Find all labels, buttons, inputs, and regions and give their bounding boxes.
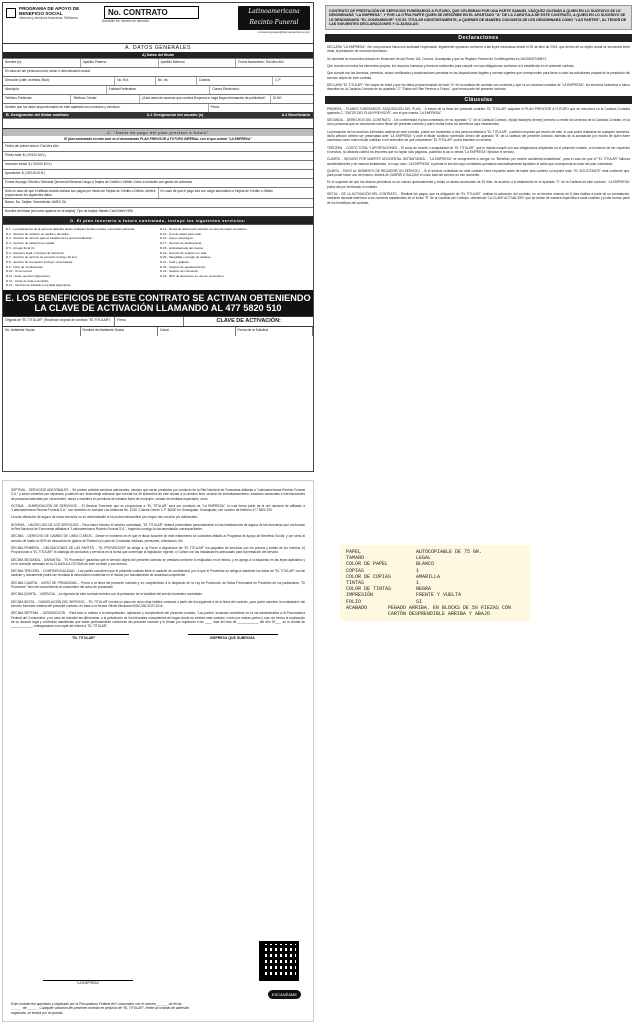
services-right bbox=[160, 227, 310, 288]
clausula-paragraph: CUARTA. - SEGURO POR MUERTE ACCIDENTAL INSTANTÁNEA. - "LA EMPRESA" se compromete a otorgar un "Beneficio por muerte accidental instantánea", para el caso de que el "EL TITULAR" fallezca accidentalmente y de manera instantánea, en cuyo caso "LA EMPRESA" a prestar el servicio aquí contratado quedando automáticamente liquidado el saldo que corresponda al costo del plan contratado. bbox=[327, 157, 630, 166]
clausula-paragraph: SEGUNDA. - DERECHOS DEL CONTRATO. - De conformidad el plan contratado, en su apartado "C" de la Carátula Contrato, el(los) titular(es) tiene(n) derecho a recibir los servicios de la Carátula Contrato, en la cinco personas que se mencionan como titular del presente contrato y quien reciba todos los beneficios aquí establecidos. bbox=[327, 118, 630, 127]
cargo-auto-note: En caso de que el pago sea con cargo automático a Tarjeta de Crédito o Débito bbox=[160, 189, 273, 193]
declare-text: Declare que los datos proporcionados en este apartado son correctos y verídicos. bbox=[3, 104, 209, 112]
declaracion-paragraph: DECLARA "EL TITULAR": Ser mayor de edad y que los datos proporcionados del lado "A" de la carátula del contrato son correctos y que es su voluntad contratar de "LA EMPRESA", los servicios funerarios a futuro descritos en la Carátula Contrato en su apartado "C" "Datos del Plan Previsor a Futuro", que forma parte del presente contrato. bbox=[327, 82, 630, 92]
service-item: D.14 - Renta de ataúd para velación en caso de elegir cremación. bbox=[160, 227, 248, 231]
forma-pago-row bbox=[3, 178, 313, 187]
name-field[interactable]: Nombre (s): bbox=[3, 59, 81, 67]
phone-row bbox=[3, 94, 313, 103]
back-clause-paragraph: DÉCIMA SEXTA. - CANCELACIÓN DEL SERVICIO. - "EL TITULAR" tendrá un plazo de cinco días hábiles contados a partir del día siguiente a de la firma del contrato, para poder cancelar la contratación del servicio funerario materia del presente contrato, en base a la Norma Oficial Mexicana NOM-036-SCFI-2016. bbox=[11, 599, 305, 608]
publicity-checkbox[interactable]: SÍ NO bbox=[273, 96, 282, 100]
footer-row-2 bbox=[3, 326, 313, 336]
primer-abono-field[interactable]: Fecha del primer abono: Día Mes Año bbox=[5, 144, 59, 148]
service-item: D.5 - Arreglo floral (1). bbox=[6, 245, 36, 250]
asistente-no[interactable]: No. Asistente Social bbox=[3, 327, 81, 336]
birthdate-field[interactable]: Fecha Nacimiento: Día Mes Año bbox=[238, 60, 284, 64]
email-field[interactable]: Correo Electrónico: bbox=[212, 87, 240, 91]
razon-social-field[interactable]: En caso de ser persona moral, razón o denominación social: bbox=[5, 69, 91, 73]
phone-field[interactable]: Teléfono Particular: bbox=[3, 95, 71, 103]
spec-key: COLOR DE PAPEL bbox=[346, 561, 389, 568]
spec-key: TAMAÑO bbox=[346, 555, 365, 562]
service-item: D.16 - Apoyo psicológico. bbox=[160, 236, 194, 241]
back-clause-paragraph: DÉCIMA QUINTA. - VIGENCIA. - La vigencia de este contrato termina con la prestación de la totalidad del servicio funerario contratado. bbox=[11, 592, 203, 597]
service-item: D.1 - Levantamiento de la persona fallecida desde cualquier ámbito médico o domicilio particular. bbox=[6, 227, 136, 231]
footer-row-1 bbox=[3, 316, 313, 326]
declaracion-paragraph: Que cumple con las licencias, permisos, avisos certificados y autorizaciones previstas en las disposiciones legales y normas vigentes que corresponden para llevar a cabo las actividades propias de la prestación del servicio objeto de este contrato. bbox=[327, 71, 630, 80]
nombre-tarjeta-row bbox=[3, 207, 313, 216]
back-clause-paragraph: DÉCIMA SÉPTIMA. - JURISDICCIÓN. - Para todo lo relativo a la interpretación, aplicación y cumplimiento del presente contrato, "Las partes" acuerdan someterse en la vía administrativa a la Procuraduría Federal del Consumidor, y en caso de subsistir las diferencias, a la jurisdicción de los tribunales competentes del lugar donde se celebra este contrato. Leído por ambas partes y una vez hecha la explicación de su alcance legal y contenido manifiestan que están perfectamente conformes del presente contrato y lo firman por duplicado a los ____ días del mes de ____________ del año 20___, en la ciudad de ____________, entregándose una copia del mismo a "EL TITULAR". bbox=[11, 611, 305, 629]
service-item: D.2 - Servicio de velación en capilla o domicilio. bbox=[6, 231, 70, 236]
int-field[interactable]: No. Int. bbox=[156, 77, 197, 85]
service-item: D.10 - Urna normal. bbox=[6, 269, 33, 274]
services-left bbox=[6, 227, 156, 288]
service-item: D.12 - Carta de Vida a domicilio. bbox=[6, 278, 50, 283]
signature-field[interactable]: Firma: bbox=[210, 105, 220, 109]
service-item: D.9 - Libro de condolencias. bbox=[6, 264, 44, 269]
service-item: D.3 - Servicio de carroza para el traslado de la persona fallecida. bbox=[6, 236, 93, 241]
declaraciones-list bbox=[325, 45, 632, 91]
forma-pago-options[interactable]: Forma de pago: Efectivo Semanal Quincenal Mensual Carga a Tarjeta de Crédito o Débito Cobro a domicilio con gestor de cobranza bbox=[5, 180, 193, 184]
spec-key: COPIAS bbox=[346, 567, 365, 574]
program-title: PROGRAMA DE APOYO DE BENEFICIO SOCIAL bbox=[19, 6, 80, 16]
precio-total-field[interactable]: Precio total: $ ( 00/100 M.N.) bbox=[5, 153, 46, 157]
clausulas-list bbox=[325, 107, 632, 205]
titular-signature[interactable]: "EL TITULAR" bbox=[39, 634, 129, 640]
spec-value: FRENTE Y VUELTA bbox=[416, 592, 462, 599]
fecha-solicitud[interactable]: Fecha de la Solicitud bbox=[236, 327, 314, 336]
section-b-title: B. Designación del titular sustituto bbox=[6, 113, 69, 117]
service-item: D.21 - Café y galletas. bbox=[160, 259, 190, 264]
municipio-field[interactable]: Municipio: bbox=[3, 86, 107, 94]
inversion-field[interactable]: Inversión inicial: $ ( 00/100 M.N.) bbox=[5, 162, 52, 166]
service-item: D.18 - Embalsamado del cuerpo. bbox=[160, 245, 204, 250]
razon-social-row bbox=[3, 67, 313, 76]
tarjeta-row bbox=[3, 187, 313, 198]
print-spec-box bbox=[340, 545, 530, 621]
back-clause-paragraph: SÉPTIMA. - SERVICIOS ADICIONALES. - Se podrán solicitar servicios adicionales, mismos que serán prestados por conducto de la Red Nacional de Funerarias afiliadas a "Latinoamericana Recinto Funeral S.A." y serán cubiertos por separado, pudiendo ser: kilometraje adicional que exceda los 40 kilómetros de este ciudad a su destino final, servicio de embalsamamiento, traslados nacionales e internacionales de personas fallecidas por vía terrestre, aérea o marítima en permisos de traslado fuera de municipio, unidad de medidas especiales, otros. bbox=[11, 488, 305, 501]
spec-value: SI bbox=[416, 598, 423, 605]
activation-key-label[interactable]: CLAVE DE ACTIVACIÓN: bbox=[216, 318, 281, 325]
clausula-paragraph: En el supuesto de que los abonos periódicos no se cubran oportunamente y exista un atraso acumulado de 30 días, de acuerdo a lo establecido en el apartado "C" de la Carátula de este contrato, "LA EMPRESA" podrá dar por terminado el contrato. bbox=[327, 180, 630, 189]
service-item: D.20 - Maquillaje y arreglo de cadáver. bbox=[160, 255, 212, 260]
pago-row-4 bbox=[3, 169, 313, 178]
clausula-paragraph: La prestación de los servicios funerarios materia de este contrato, puede ser transferido a otra persona distinta a "EL TITULAR", a petición expresa por escrito de este, lo cual podrá realizarse en cualquier momento, dicha petición deberá ser presentada ante "LA EMPRESA" y ante el titular sustituto nombrado dentro del apartado "B" de la carátula del presente contrato, además de la aceptación por escrito de quien fuere nombrado como nuevo titular sustituto en el entendido de que únicamente "EL TITULAR" podrá transferir su servicio. bbox=[327, 129, 630, 143]
contract-front-form bbox=[2, 2, 314, 472]
cell-field[interactable]: Teléfono Celular: bbox=[71, 95, 139, 103]
back-clause-paragraph: DÉCIMA CUARTA. - AVISO DE PRIVACIDAD. - Previo a la firma del presente contrato y en cumplimiento a lo dispuesto en la Ley de Protección de Datos Personales en Posesión de los particulares, "El Proveedor" hizo del conocimiento al consumidor del aviso de privacidad. bbox=[11, 580, 305, 590]
spec-key: ACABADO bbox=[346, 604, 368, 611]
footer-firma[interactable]: Firma bbox=[115, 317, 184, 326]
service-item: D.19 - Servicio de velación en sala. bbox=[160, 250, 208, 255]
contract-clauses-page bbox=[322, 2, 635, 472]
program-logo-icon bbox=[6, 8, 16, 18]
spec-value: PEGADO ARRIBA. EN BLOCKS DE 50 PIEZAS CON CARTÓN DESPRENDIBLE ARRIBA Y ABAJO bbox=[387, 604, 511, 618]
back-clause-paragraph: DÉCIMA SEGUNDA. - GARANTÍA. - "El Proveedor" garantiza que el servicio objeto del presente contrato se prestará conforme lo estipulado en el mismo, y en apego a lo dispuesto en las leyes aplicables y en el domicilio señalado en la CLÁUSULA OCTAVA de este contrato y sus anexos. bbox=[11, 557, 305, 566]
aportacion-field[interactable]: Aportación: $ ( 00/100 M.N.) bbox=[5, 171, 46, 175]
declaracion-paragraph: Que cuenta con todos los elementos propios, los recursos humanos y técnicos suficientes para cumplir con sus obligaciones conforme a lo establecido en el presente contrato. bbox=[327, 64, 575, 69]
brand-email: contactoyquejas@latinoamericana.com bbox=[257, 30, 310, 34]
back-clause-paragraph: DÉCIMA. - DERECHO DE CAMBIO DE LINEA O AÑOS. - Desde el momento en el que el titular suscribe de este instrumento se considera afiliado al Programa de Apoyo de Beneficio Social, y por tanto al servicio de hasta un 50% de descuento en gastos de Panteón y/o plan de Consultas médicas, pensiones, orientación, etc. bbox=[11, 534, 305, 543]
pago-row-1 bbox=[3, 142, 313, 151]
clausula-paragraph: SEXTA. - DE LA ACTIVACIÓN DEL CONTRATO. - Realizar los pagos, que es obligación de "EL TITULAR", realizar la activación del contrato, en un término máximo de 8 días hábiles a partir de su contratación, mediante llamada telefónica a los números establecidos en el inciso "E" de la Carátula del Contrato, obteniendo "LA CLAVE ACTIVACIÓN" que se brinde de manera específica a cada contrato y poder formar parte de los beneficios del contrato. bbox=[327, 192, 630, 205]
street-field[interactable]: Dirección (calle, avenida, Blvd): bbox=[3, 77, 115, 85]
section-b2-title: b.2 Beneficiario bbox=[281, 113, 310, 117]
back-clause-paragraph: OCTAVA. - SUBROGACIÓN DE SERVICIOS. - El Servicio Funerario que se proporcione a "EL TITULAR" será por conducto de "LA EMPRESA", la cual forma parte de la red nacional de afiliadas a "Latinoamericana Recinto Funeral S.A." con domicilio en Avenida Las Américas No. 1030, Colonia Centro C.P. 36000 en Guanajuato, Guanajuato, con número de teléfono 477 5820 510. bbox=[11, 503, 305, 513]
clausulas-title: Cláusulas bbox=[325, 96, 632, 104]
spec-value: 1 bbox=[416, 580, 420, 587]
spec-line bbox=[346, 605, 524, 617]
service-item: D.22 - Tarjetón de agradecimiento. bbox=[160, 264, 206, 269]
declaraciones-title: Declaraciones bbox=[325, 34, 632, 42]
declaracion-paragraph: Su domicilio se encuentra ubicado en Boulevard de las Flores 118, Colonia, Guanajuato y que su Registro Federal de Contribuyentes es VAGS840716MY1. bbox=[327, 56, 548, 61]
spec-value: BLANCO bbox=[416, 561, 435, 568]
service-item: D.8 - Servicio de cremación (incluye: urna básica). bbox=[6, 259, 74, 264]
address-row bbox=[3, 76, 313, 85]
name-row bbox=[3, 58, 313, 67]
back-clause-paragraph: DÉCIMA PRIMERA. - OBLIGACIONES DE LAS PARTES. - "EL PROVEEDOR" se obliga a: a) Poner a disposición de "EL TITULAR" los paquetes de servicios con los precios y tarifas de los mismos, b) Proporcionar a "EL TITULAR" el catálogo de productos y servicios en la forma que contemple la legislación vigente, c) Contar con las instalaciones adecuadas para la prestación del servicio. bbox=[11, 545, 305, 555]
service-item: D.15 - Una de ataúd para velar. bbox=[160, 231, 202, 236]
section-b-blank[interactable] bbox=[3, 118, 313, 128]
spec-value: NEGRA bbox=[416, 586, 432, 593]
header-contact: Informes y servicios funerarios: Teléfonos: bbox=[19, 16, 79, 20]
canal-field[interactable]: Canal bbox=[158, 327, 236, 336]
spec-key: COLOR DE TINTAS bbox=[346, 586, 392, 593]
publicity-question: ¿Está usted de acuerdo que nuestra Empresa le haga llegar información de publicidad? bbox=[140, 95, 272, 103]
qr-code-icon[interactable] bbox=[259, 941, 299, 981]
spec-key: PAPEL bbox=[346, 549, 362, 555]
original-titular-label: Original de "EL TITULAR" (Recibidor original de contrato "EL TITULAR") bbox=[3, 317, 115, 326]
section-c-sub: El plan contratado en este acto es el denominado PLAN PREVISOR A FUTURO IMPERIAL con el que cuenta "LA EMPRESA" bbox=[64, 137, 252, 141]
clausula-paragraph: QUINTA. - PAGO AL MOMENTO DE REQUERIR UN SERVICIO. - Si el servicio contratado en este contrato fuera requerido antes de haber sido cubierto su importe total, "EL SOLICITANTE" está conforme que, para poder hacer uso del mismo, deberá de CUBRIR O SALDAR el costo total del servicio en ese momento. bbox=[327, 168, 630, 178]
entidad-field[interactable]: Entidad Federativa: bbox=[107, 86, 211, 94]
asistente-nombre[interactable]: Nombre del Asistente Social bbox=[81, 327, 159, 336]
pago-row-2 bbox=[3, 151, 313, 160]
header-address: Domicilio en: Horario de atención: bbox=[102, 19, 150, 23]
scan-me-label: ESCANÉAME bbox=[268, 990, 301, 999]
services-list bbox=[3, 224, 313, 290]
service-item: D.13 - Servicio de traslado a pantalla (Ejemplos). bbox=[6, 283, 72, 288]
service-item: D.4 - Servicio de cafetería en capilla. bbox=[6, 241, 56, 246]
spec-value: AUTOCOPIABLE DE 75 GR. bbox=[416, 549, 483, 555]
brand-logo: Latinoamericana Recinto Funeral bbox=[238, 6, 310, 30]
section-d-title: D. El plan funerario a futuro contratado, incluye los siguientes servicios: bbox=[3, 216, 313, 224]
contract-back-page bbox=[2, 480, 314, 1022]
colonia-field[interactable]: Colonia: bbox=[197, 77, 274, 85]
clausula-paragraph: PRIMERA. - PLANES FUNERARIOS. ADQUISICIÓN DEL PLAN. - A través de la firma del presente contrato "EL TITULAR" adquiere el PLAN PREVISOR A FUTURO que se menciona en la Carátula Contrato apartado C. "DATOS DEL PLAN PREVISOR", con el que cuenta "LA EMPRESA". bbox=[327, 106, 630, 115]
la-empresa-signature[interactable]: "LA EMPRESA" bbox=[43, 980, 133, 985]
contract-preamble: CONTRATO DE PRESTACIÓN DE SERVICIOS FUNERARIOS A FUTURO, QUE CELEBRAN POR UNA PARTE SAMUEL VÁZQUEZ GUZMÁN A QUIEN EN LO SUCESIVO SE LE DENOMINARÁ "LA EMPRESA", Y POR LA OTRA PARTE QUIEN SE DESCRIBE EN EL APARTADO "A" DE LA CARÁTULA DE ESTE CONTRATO, A QUIEN EN LO SUCESIVO SE LE DENOMINARÁ "EL CONSUMIDOR" Y/O EL TITULAR INDISTINTAMENTE, A QUIENES DE MANERA CONJUNTA SE LES DENOMINARÁ COMO "LAS PARTES", AL TENOR DE LAS SIGUIENTES DECLARACIONES Y CLÁUSULAS: bbox=[325, 5, 632, 30]
spec-key: TINTAS bbox=[346, 580, 365, 587]
service-item: D.23 - Gestión de cremación. bbox=[160, 269, 200, 274]
back-clause-paragraph: La sola utilización de alguno de estos servicios no es reembolsable ni se podrá intercambiar por ningún otro servicio y/o adicionales. bbox=[11, 515, 198, 520]
service-item: D.24 - 50% de descuento en uso de cementerio. bbox=[160, 274, 225, 279]
service-item: D.7 - Servicio de carroza de servicios (incluye 40 km). bbox=[6, 255, 78, 260]
paternal-field[interactable]: Apellido Paterno: bbox=[81, 59, 159, 67]
ext-field[interactable]: No. Ext. bbox=[115, 77, 156, 85]
spec-value: AMARILLA bbox=[416, 573, 441, 580]
location-row bbox=[3, 85, 313, 94]
service-item: D.17 - Servicio de tanatopraxia. bbox=[160, 241, 203, 246]
spec-key: FOLIO bbox=[346, 598, 362, 605]
section-b1-title: b.1 Designación del usuario (s) bbox=[147, 113, 204, 117]
profeco-legal-note: Este contrato fue aprobado y registrado por la Procuraduría Federal del Consumidor con el número ______ de fecha ______ de ______ Cualquier variación del presente contrato en perjuicio de "EL TITULAR", frente al contrato de adhesión registrado, se tendrá por no puesta. bbox=[11, 1002, 190, 1015]
spec-key: IMPRESIÓN bbox=[346, 592, 374, 599]
empresa-signature[interactable]: EMPRESA QUE SUBROGA bbox=[188, 634, 278, 640]
cp-field[interactable]: C.P. bbox=[275, 78, 282, 82]
signature-block bbox=[9, 634, 307, 640]
activation-banner: E. LOS BENEFICIOS DE ESTE CONTRATO SE ACTIVAN OBTENIENDO LA CLAVE DE ACTIVACIÓN LLAMANDO AL 477 5820 510 bbox=[3, 290, 313, 316]
declare-row bbox=[3, 103, 313, 112]
maternal-field[interactable]: Apellido Materno: bbox=[159, 59, 237, 67]
service-item: D.6 - Asesoría legal y trámites de defunción. bbox=[6, 250, 65, 255]
back-clause-paragraph: DÉCIMA TERCERA. - CONFIDENCIALIDAD. - Las partes convienen que el presente contrato tiene el carácter de confidencial, por lo que el Proveedor se obliga a mantener los datos de "EL TITULAR" con tal carácter y únicamente podrá ser revelada la información contenida en el mismo por mandamiento de autoridad competente. bbox=[11, 569, 305, 578]
pago-row-3 bbox=[3, 160, 313, 169]
clausula-paragraph: TERCERA. - COSTO TOTAL Y APORTACIONES. - El costo de muerte o incapacidad de "EL TITULAR", que le impida cumplir con sus obligaciones adquiridas en el presente contrato, el momento de ser requerido el servicio, su albacea cubrirá los importes que no hayan sido pagados, pudiendo si así lo desea "LA EMPRESA" ejecutar el servicio. bbox=[327, 145, 630, 154]
declaracion-paragraph: DECLARA "LA EMPRESA": Ser una persona física con actividad empresarial, legalmente operando conforme a las leyes mexicanas desde el 09 de abril de 2015, que dentro de su objeto social se encuentra entre otras, la prestación de servicios funerarios. bbox=[327, 45, 630, 54]
titular-bar: A) Datos del titular bbox=[3, 52, 313, 58]
contract-number-field[interactable]: No. CONTRATO bbox=[104, 6, 199, 19]
service-item: D.11 - Aviso oportuno (Ejemplos). bbox=[6, 274, 51, 279]
spec-value: 1 bbox=[416, 567, 420, 574]
banco-field[interactable]: Banco: No. Tarjeta: Vencimiento: AMEX SA bbox=[5, 200, 67, 204]
datos-generales-title: A. DATOS GENERALES bbox=[3, 43, 313, 52]
back-clause-paragraph: NOVENA. - HACER USO DE LOS SERVICIOS. - Para hacer efectivo el servicio contratado, "EL TITULAR" deberá presentarse personalmente en las instalaciones de alguna de las funerarias que conforman la Red Nacional de Funerarias afiliadas a "Latinoamericana Recinto Funeral S.A.", trayendo consigo la documentación correspondiente. bbox=[11, 522, 305, 532]
section-c-title: C. "Datos de pago del plan previsor a futuro" bbox=[3, 128, 313, 136]
nombre-tarjeta-field[interactable]: Nombre del titular (tal como aparece en la tarjeta): Tipo de tarjeta: Master Card Debit VISA bbox=[5, 209, 133, 213]
tarjeta-note: Sólo en caso de que el afiliado decida realizar sus pagos por medio de Tarjeta de Crédito o Débito, deberá proporcionar los siguientes datos: bbox=[3, 188, 159, 198]
spec-key: COLOR DE COPIAS bbox=[346, 573, 392, 580]
spec-value: LEGAL bbox=[416, 555, 432, 562]
back-clauses-list bbox=[9, 488, 307, 628]
form-header bbox=[3, 3, 313, 43]
banco-row bbox=[3, 198, 313, 207]
